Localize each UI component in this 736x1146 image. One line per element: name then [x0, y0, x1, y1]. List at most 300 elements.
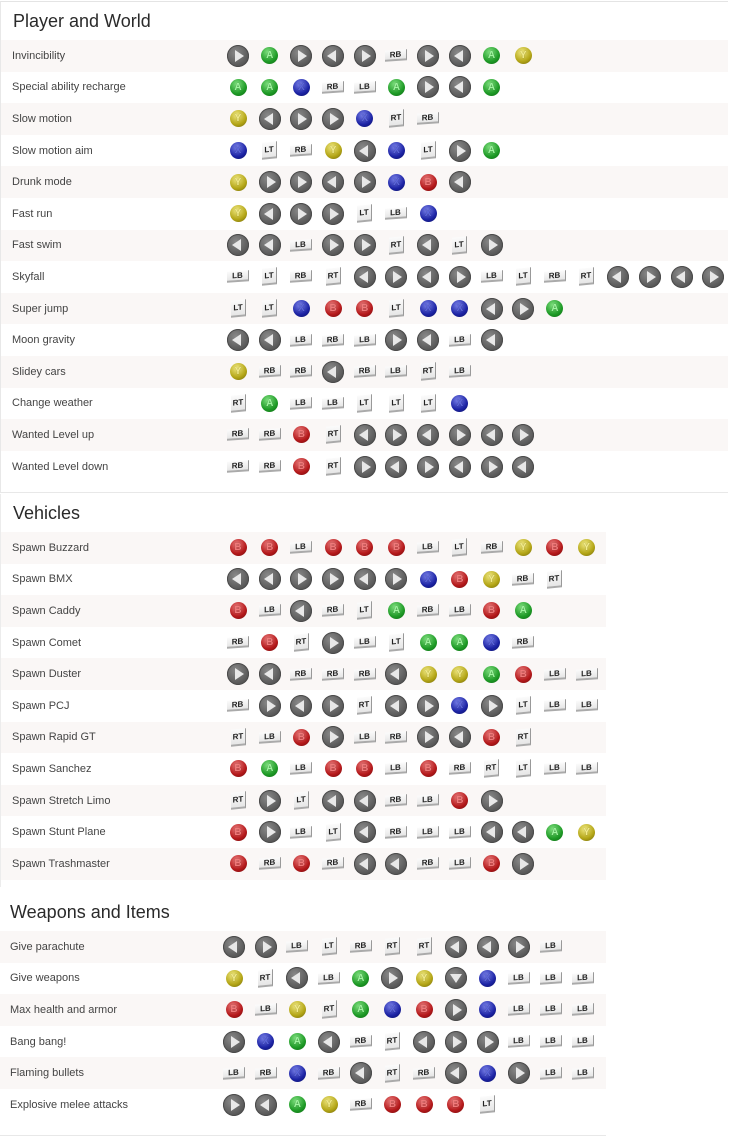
- dpad-left-icon-glyph: [322, 790, 344, 812]
- button-label: LT: [357, 204, 372, 223]
- a-button-icon: [512, 600, 534, 622]
- button-letter: X: [257, 1033, 274, 1050]
- dpad-left-icon: [354, 424, 376, 446]
- dpad-left-icon-glyph: [290, 600, 312, 622]
- button-label: RT: [231, 791, 246, 810]
- dpad-left-icon: [322, 171, 344, 193]
- button-sequence: [227, 632, 544, 654]
- dpad-right-icon: [227, 45, 249, 67]
- cheat-row: [1, 261, 728, 293]
- button-label: LB: [417, 826, 439, 839]
- dpad-right-icon: [481, 456, 503, 478]
- section-player-and-world: [0, 1, 728, 493]
- button-letter: Y: [325, 142, 342, 159]
- button-label: RT: [326, 268, 341, 287]
- button-label: LB: [544, 668, 566, 681]
- a-button-icon: [350, 967, 372, 989]
- a-button-icon: [544, 298, 566, 320]
- dpad-left-icon-glyph: [259, 203, 281, 225]
- dpad-right-icon: [639, 266, 661, 288]
- button-letter: B: [451, 792, 468, 809]
- x-button-icon: [227, 140, 249, 162]
- button-letter: B: [356, 760, 373, 777]
- cheat-name: Moon gravity: [12, 334, 75, 347]
- button-letter: B: [325, 539, 342, 556]
- dpad-left-icon-glyph: [449, 171, 471, 193]
- dpad-left-icon: [481, 298, 503, 320]
- button-label: RT: [421, 362, 436, 381]
- cheat-name: Bang bang!: [10, 1035, 67, 1048]
- cheat-row: [1, 564, 606, 596]
- button-sequence: [223, 1031, 603, 1053]
- b-button-icon: [259, 632, 281, 654]
- button-letter: X: [451, 395, 468, 412]
- cheat-row: [1, 198, 728, 230]
- button-sequence: [227, 695, 607, 717]
- dpad-right-icon: [481, 695, 503, 717]
- x-button-icon: [354, 108, 376, 130]
- cheat-name: Spawn Trashmaster: [12, 857, 110, 870]
- button-label: RB: [350, 1035, 372, 1048]
- left-bumper-icon: [385, 361, 407, 383]
- button-label: LB: [259, 731, 281, 744]
- button-label: RB: [255, 1067, 277, 1080]
- button-letter: B: [546, 539, 563, 556]
- left-bumper-icon: [540, 999, 562, 1021]
- left-bumper-icon: [540, 936, 562, 958]
- dpad-right-icon-glyph: [227, 45, 249, 67]
- button-sequence: [227, 76, 512, 98]
- dpad-right-icon-glyph: [445, 999, 467, 1021]
- button-label: RB: [385, 731, 407, 744]
- dpad-right-icon-glyph: [512, 853, 534, 875]
- left-bumper-icon: [318, 967, 340, 989]
- button-sequence: [227, 171, 481, 193]
- button-label: RB: [227, 636, 249, 649]
- dpad-right-icon: [385, 329, 407, 351]
- dpad-left-icon-glyph: [259, 234, 281, 256]
- dpad-right-icon: [354, 45, 376, 67]
- button-label: LB: [540, 941, 562, 954]
- left-trigger-icon: [259, 140, 281, 162]
- b-button-icon: [354, 298, 376, 320]
- button-letter: X: [230, 142, 247, 159]
- cheat-name: Max health and armor: [10, 1003, 117, 1016]
- button-label: LB: [290, 542, 312, 555]
- right-trigger-icon: [512, 726, 534, 748]
- y-button-icon: [481, 568, 503, 590]
- cheat-name: Spawn Sanchez: [12, 762, 92, 775]
- dpad-right-icon-glyph: [449, 140, 471, 162]
- dpad-right-icon-glyph: [381, 967, 403, 989]
- button-letter: B: [293, 729, 310, 746]
- right-bumper-icon: [259, 853, 281, 875]
- b-button-icon: [354, 758, 376, 780]
- b-button-icon: [512, 663, 534, 685]
- button-letter: B: [416, 1001, 433, 1018]
- section-title: Vehicles: [13, 503, 81, 523]
- cheat-name: Slow motion aim: [12, 144, 93, 157]
- button-label: LB: [290, 334, 312, 347]
- button-letter: X: [451, 697, 468, 714]
- dpad-left-icon: [413, 1031, 435, 1053]
- dpad-right-icon: [385, 424, 407, 446]
- cheat-row: [1, 324, 728, 356]
- button-label: LB: [540, 972, 562, 985]
- button-label: LB: [223, 1067, 245, 1080]
- dpad-left-icon: [227, 329, 249, 351]
- dpad-right-icon: [227, 663, 249, 685]
- left-bumper-icon: [290, 821, 312, 843]
- right-trigger-icon: [576, 266, 598, 288]
- dpad-left-icon: [259, 329, 281, 351]
- dpad-left-icon-glyph: [259, 568, 281, 590]
- right-trigger-icon: [417, 361, 439, 383]
- right-trigger-icon: [322, 456, 344, 478]
- button-label: LB: [259, 605, 281, 618]
- button-letter: B: [420, 760, 437, 777]
- dpad-right-icon: [445, 1031, 467, 1053]
- dpad-right-icon-glyph: [322, 568, 344, 590]
- dpad-left-icon-glyph: [259, 108, 281, 130]
- right-bumper-icon: [259, 456, 281, 478]
- cheat-name: Spawn Stunt Plane: [12, 826, 106, 839]
- dpad-right-icon: [417, 456, 439, 478]
- right-bumper-icon: [322, 663, 344, 685]
- button-label: RT: [294, 633, 309, 652]
- button-letter: A: [420, 634, 437, 651]
- button-label: RT: [484, 760, 499, 779]
- cheat-name: Skyfall: [12, 270, 45, 283]
- button-letter: Y: [230, 110, 247, 127]
- left-trigger-icon: [477, 1094, 499, 1116]
- b-button-icon: [259, 537, 281, 559]
- right-trigger-icon: [381, 1062, 403, 1084]
- button-label: RB: [227, 699, 249, 712]
- left-bumper-icon: [572, 999, 594, 1021]
- cheat-list: [1, 40, 728, 482]
- button-label: RT: [389, 110, 404, 129]
- dpad-left-icon-glyph: [449, 456, 471, 478]
- cheat-row: [0, 1026, 606, 1058]
- dpad-right-icon: [354, 234, 376, 256]
- dpad-right-icon: [290, 108, 312, 130]
- dpad-left-icon: [354, 790, 376, 812]
- button-letter: Y: [226, 970, 243, 987]
- button-label: RT: [326, 426, 341, 445]
- x-button-icon: [385, 140, 407, 162]
- button-letter: Y: [289, 1001, 306, 1018]
- right-bumper-icon: [322, 76, 344, 98]
- dpad-right-icon-glyph: [481, 234, 503, 256]
- dpad-left-icon-glyph: [354, 266, 376, 288]
- dpad-left-icon-glyph: [322, 361, 344, 383]
- left-trigger-icon: [385, 298, 407, 320]
- dpad-left-icon-glyph: [481, 821, 503, 843]
- left-bumper-icon: [290, 758, 312, 780]
- button-label: RB: [481, 542, 503, 555]
- button-letter: A: [546, 824, 563, 841]
- cheat-name: Drunk mode: [12, 176, 72, 189]
- cheat-name: Give weapons: [10, 972, 80, 985]
- cheat-name: Fast swim: [12, 239, 62, 252]
- a-button-icon: [259, 76, 281, 98]
- dpad-right-icon-glyph: [255, 936, 277, 958]
- dpad-left-icon: [671, 266, 693, 288]
- button-label: LT: [516, 760, 531, 779]
- button-label: LB: [290, 239, 312, 252]
- button-sequence: [227, 392, 481, 414]
- dpad-right-icon: [290, 203, 312, 225]
- right-bumper-icon: [255, 1062, 277, 1084]
- y-button-icon: [449, 663, 471, 685]
- right-trigger-icon: [413, 936, 435, 958]
- button-label: LT: [389, 299, 404, 318]
- dpad-right-icon-glyph: [417, 456, 439, 478]
- x-button-icon: [481, 632, 503, 654]
- right-bumper-icon: [512, 632, 534, 654]
- button-letter: X: [420, 300, 437, 317]
- right-bumper-icon: [417, 853, 439, 875]
- left-bumper-icon: [322, 392, 344, 414]
- dpad-left-icon-glyph: [385, 456, 407, 478]
- x-button-icon: [417, 203, 439, 225]
- left-bumper-icon: [290, 329, 312, 351]
- left-bumper-icon: [290, 234, 312, 256]
- dpad-left-icon-glyph: [255, 1094, 277, 1116]
- button-label: LB: [417, 542, 439, 555]
- dpad-right-icon: [255, 936, 277, 958]
- button-label: RB: [290, 365, 312, 378]
- left-bumper-icon: [449, 361, 471, 383]
- cheat-row: [1, 293, 728, 325]
- dpad-left-icon: [417, 266, 439, 288]
- button-label: RB: [322, 668, 344, 681]
- button-label: LB: [572, 1004, 594, 1017]
- button-label: LT: [452, 539, 467, 558]
- dpad-right-icon-glyph: [223, 1094, 245, 1116]
- button-label: LB: [576, 763, 598, 776]
- cheat-name: Invincibility: [12, 49, 66, 62]
- left-trigger-icon: [354, 203, 376, 225]
- button-sequence: [223, 1062, 603, 1084]
- button-letter: X: [420, 205, 437, 222]
- left-bumper-icon: [290, 537, 312, 559]
- dpad-right-icon-glyph: [417, 726, 439, 748]
- left-bumper-icon: [259, 726, 281, 748]
- dpad-right-icon: [477, 1031, 499, 1053]
- left-bumper-icon: [385, 758, 407, 780]
- left-bumper-icon: [544, 663, 566, 685]
- b-button-icon: [417, 171, 439, 193]
- cheat-row: [1, 166, 728, 198]
- left-bumper-icon: [481, 266, 503, 288]
- dpad-left-icon-glyph: [354, 821, 376, 843]
- b-button-icon: [544, 537, 566, 559]
- dpad-right-icon-glyph: [322, 632, 344, 654]
- button-label: RB: [259, 429, 281, 442]
- cheat-row: [1, 72, 728, 104]
- button-letter: B: [483, 729, 500, 746]
- b-button-icon: [449, 568, 471, 590]
- dpad-left-icon-glyph: [350, 1062, 372, 1084]
- cheat-list: [1, 532, 606, 880]
- dpad-right-icon: [512, 853, 534, 875]
- button-sequence: [227, 821, 607, 843]
- right-trigger-icon: [544, 568, 566, 590]
- dpad-right-icon: [512, 424, 534, 446]
- button-label: RB: [512, 573, 534, 586]
- x-button-icon: [477, 967, 499, 989]
- right-trigger-icon: [385, 108, 407, 130]
- button-label: RT: [417, 938, 432, 957]
- dpad-right-icon-glyph: [259, 821, 281, 843]
- cheat-row: [1, 419, 728, 451]
- button-letter: A: [483, 666, 500, 683]
- dpad-left-icon-glyph: [354, 568, 376, 590]
- cheat-row: [1, 40, 728, 72]
- dpad-right-icon-glyph: [322, 695, 344, 717]
- dpad-left-icon: [449, 76, 471, 98]
- dpad-right-icon: [223, 1094, 245, 1116]
- dpad-right-icon: [290, 45, 312, 67]
- button-letter: B: [230, 760, 247, 777]
- left-trigger-icon: [417, 392, 439, 414]
- left-bumper-icon: [417, 821, 439, 843]
- button-label: LT: [262, 268, 277, 287]
- button-sequence: [227, 456, 544, 478]
- button-label: LT: [480, 1095, 495, 1114]
- button-label: LB: [481, 271, 503, 284]
- left-trigger-icon: [322, 821, 344, 843]
- cheat-row: [0, 1057, 606, 1089]
- dpad-right-icon: [385, 266, 407, 288]
- left-bumper-icon: [508, 999, 530, 1021]
- dpad-left-icon: [350, 1062, 372, 1084]
- right-bumper-icon: [227, 695, 249, 717]
- dpad-right-icon-glyph: [354, 456, 376, 478]
- cheat-row: [1, 230, 728, 262]
- right-bumper-icon: [227, 632, 249, 654]
- cheat-name: Wanted Level up: [12, 428, 95, 441]
- button-letter: B: [293, 458, 310, 475]
- left-trigger-icon: [227, 298, 249, 320]
- button-label: LB: [286, 941, 308, 954]
- button-letter: A: [261, 79, 278, 96]
- cheat-name: Spawn BMX: [12, 573, 73, 586]
- button-letter: X: [479, 1065, 496, 1082]
- button-label: LB: [508, 972, 530, 985]
- cheat-name: Spawn PCJ: [12, 699, 70, 712]
- dpad-right-icon: [223, 1031, 245, 1053]
- right-trigger-icon: [322, 424, 344, 446]
- dpad-left-icon: [286, 967, 308, 989]
- left-bumper-icon: [540, 1062, 562, 1084]
- dpad-right-icon: [445, 999, 467, 1021]
- dpad-left-icon-glyph: [290, 695, 312, 717]
- x-button-icon: [385, 171, 407, 193]
- dpad-left-icon-glyph: [227, 568, 249, 590]
- right-bumper-icon: [322, 329, 344, 351]
- right-bumper-icon: [290, 266, 312, 288]
- cheat-name: Wanted Level down: [12, 460, 109, 473]
- button-label: LT: [231, 299, 246, 318]
- dpad-left-icon: [449, 456, 471, 478]
- dpad-right-icon-glyph: [417, 45, 439, 67]
- button-label: RB: [290, 668, 312, 681]
- button-label: RB: [544, 271, 566, 284]
- button-letter: B: [447, 1096, 464, 1113]
- right-trigger-icon: [481, 758, 503, 780]
- cheat-row: [0, 963, 606, 995]
- y-button-icon: [322, 140, 344, 162]
- dpad-right-icon-glyph: [445, 1031, 467, 1053]
- cheat-name: Spawn Stretch Limo: [12, 794, 111, 807]
- dpad-left-icon-glyph: [417, 329, 439, 351]
- cheat-row: [1, 135, 728, 167]
- b-button-icon: [481, 853, 503, 875]
- cheat-name: Super jump: [12, 302, 69, 315]
- dpad-right-icon-glyph: [512, 298, 534, 320]
- button-letter: Y: [321, 1096, 338, 1113]
- button-label: LB: [576, 699, 598, 712]
- right-trigger-icon: [322, 266, 344, 288]
- button-label: LB: [572, 1067, 594, 1080]
- button-sequence: [223, 999, 603, 1021]
- dpad-left-icon-glyph: [413, 1031, 435, 1053]
- left-bumper-icon: [576, 695, 598, 717]
- dpad-right-icon: [322, 632, 344, 654]
- dpad-left-icon: [227, 234, 249, 256]
- button-label: LT: [516, 268, 531, 287]
- button-label: LB: [572, 1035, 594, 1048]
- dpad-right-icon-glyph: [322, 234, 344, 256]
- y-button-icon: [576, 821, 598, 843]
- dpad-left-icon: [385, 695, 407, 717]
- left-bumper-icon: [354, 726, 376, 748]
- cheat-row: [1, 451, 728, 483]
- dpad-right-icon-glyph: [290, 45, 312, 67]
- button-label: LT: [357, 602, 372, 621]
- x-button-icon: [381, 999, 403, 1021]
- button-letter: B: [230, 855, 247, 872]
- button-sequence: [227, 329, 512, 351]
- dpad-left-icon-glyph: [227, 329, 249, 351]
- b-button-icon: [227, 600, 249, 622]
- right-trigger-icon: [385, 234, 407, 256]
- left-bumper-icon: [572, 1031, 594, 1053]
- button-letter: B: [420, 174, 437, 191]
- button-label: RB: [385, 50, 407, 63]
- dpad-right-icon: [449, 266, 471, 288]
- y-button-icon: [576, 537, 598, 559]
- button-letter: B: [515, 666, 532, 683]
- button-letter: X: [356, 110, 373, 127]
- dpad-left-icon-glyph: [512, 456, 534, 478]
- b-button-icon: [290, 424, 312, 446]
- button-letter: X: [479, 970, 496, 987]
- dpad-right-icon: [508, 1062, 530, 1084]
- button-label: RB: [318, 1067, 340, 1080]
- cheat-row: [1, 816, 606, 848]
- dpad-left-icon-glyph: [322, 45, 344, 67]
- button-sequence: [227, 790, 512, 812]
- y-button-icon: [318, 1094, 340, 1116]
- button-label: RB: [385, 826, 407, 839]
- button-label: LT: [389, 394, 404, 413]
- dpad-left-icon-glyph: [354, 140, 376, 162]
- button-label: LB: [508, 1035, 530, 1048]
